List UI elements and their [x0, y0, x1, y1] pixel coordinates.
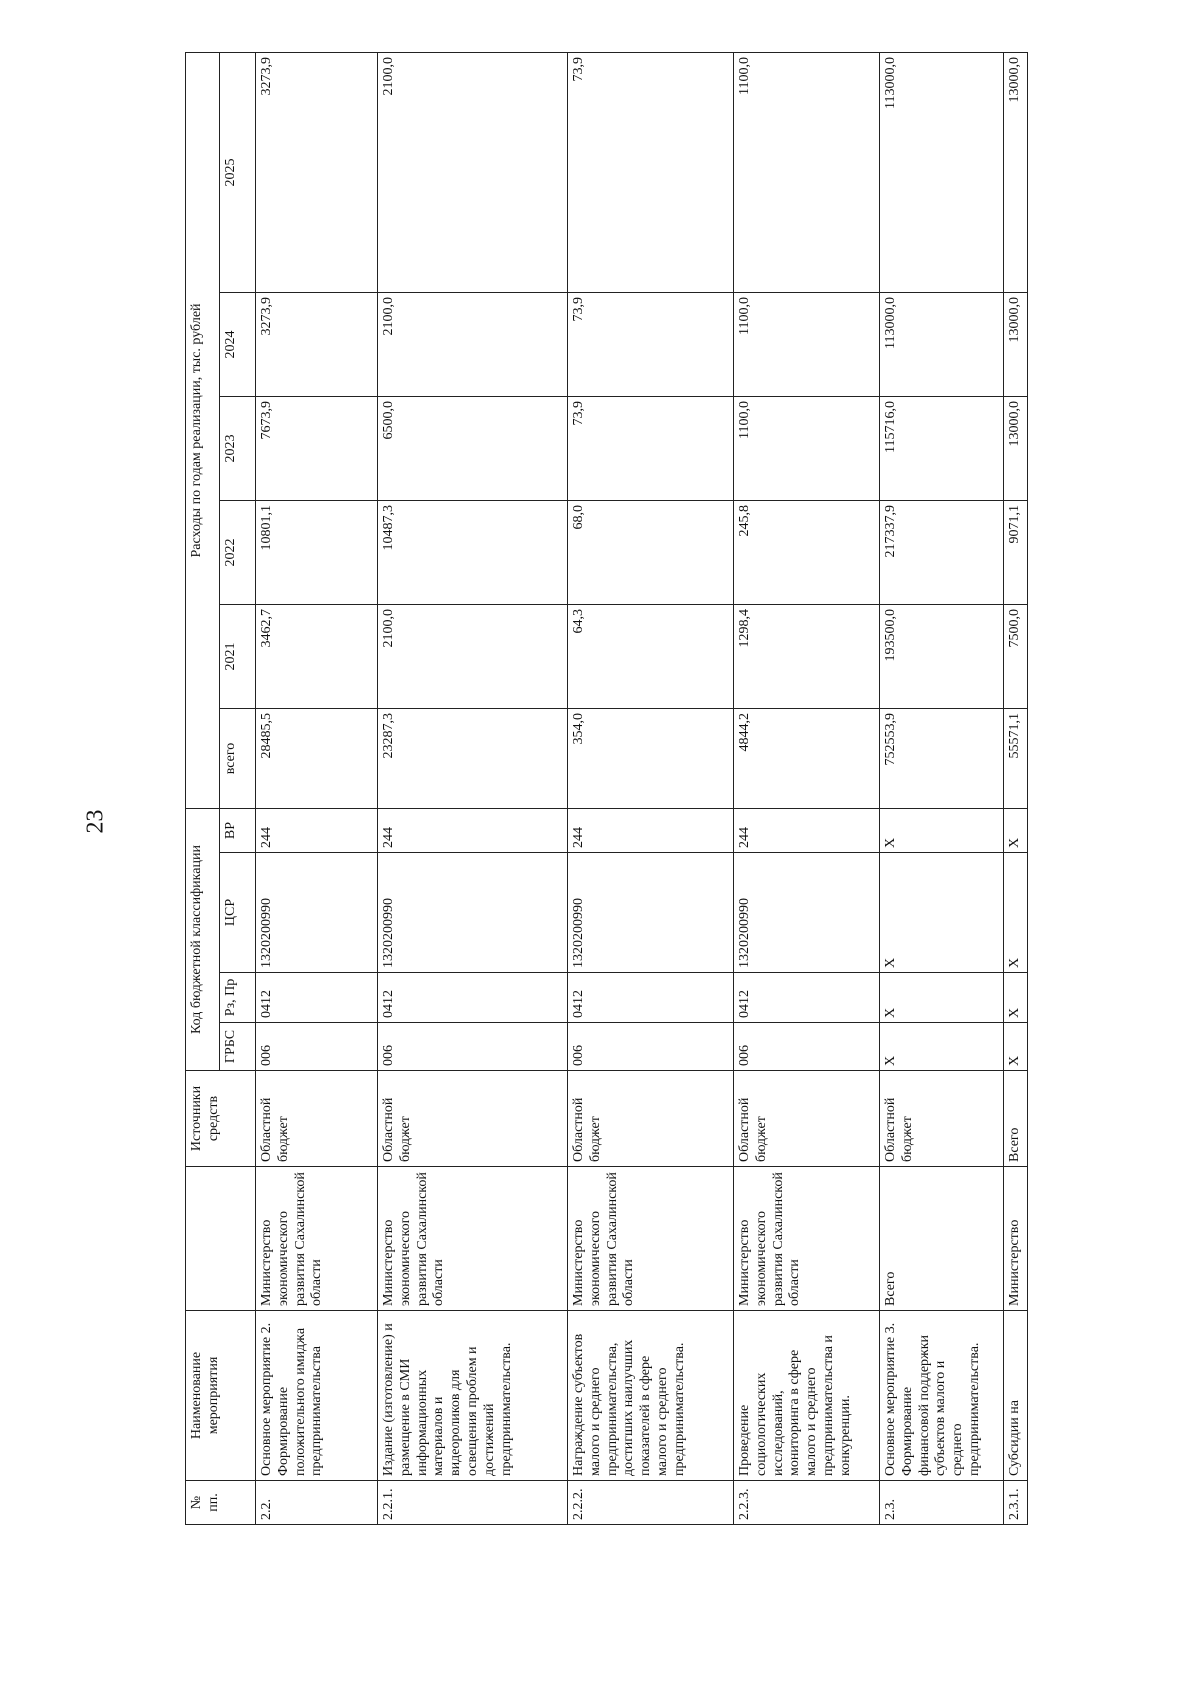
page-number: 23 — [82, 809, 109, 834]
cell-2022: 10487,3 — [378, 501, 568, 605]
header-rzpr: Рз, Пр — [220, 973, 256, 1023]
cell-2023: 6500,0 — [378, 397, 568, 501]
cell-source: Областной бюджет — [880, 1071, 1004, 1167]
cell-source: Всего — [1004, 1071, 1028, 1167]
cell-2023: 13000,0 — [1004, 397, 1028, 501]
cell-num: 2.2.3. — [734, 1481, 880, 1525]
header-total: всего — [220, 709, 256, 809]
cell-2025: 13000,0 — [1004, 53, 1028, 293]
cell-rzpr: 0412 — [568, 973, 734, 1023]
table-row — [568, 53, 734, 1525]
cell-source: Областной бюджет — [378, 1071, 568, 1167]
cell-executor: Министерство экономического развития Сахалинской области — [256, 1167, 378, 1311]
cell-2021: 64,3 — [568, 605, 734, 709]
rotated-table-container — [185, 52, 1028, 1525]
table-row — [256, 53, 378, 1525]
header-expenses-group: Расходы по годам реализации, тыс. рублей — [186, 53, 220, 809]
cell-2021: 193500,0 — [880, 605, 1004, 709]
header-2025: 2025 — [220, 53, 256, 293]
cell-2024: 73,9 — [568, 293, 734, 397]
cell-num: 2.3. — [880, 1481, 1004, 1525]
header-csr: ЦСР — [220, 853, 256, 973]
header-2022: 2022 — [220, 501, 256, 605]
cell-csr: 1320200990 — [568, 853, 734, 973]
header-executor — [186, 1167, 256, 1311]
cell-2022: 217337,9 — [880, 501, 1004, 605]
cell-2022: 245,8 — [734, 501, 880, 605]
header-2021: 2021 — [220, 605, 256, 709]
cell-grbs: 006 — [734, 1023, 880, 1071]
header-name: Наименование мероприятия — [186, 1311, 256, 1481]
cell-2023: 73,9 — [568, 397, 734, 501]
cell-total: 752553,9 — [880, 709, 1004, 809]
cell-name: Основное мероприятие 3. Формирование финансовой поддержки субъектов малого и среднего предпринимательства. — [880, 1311, 1004, 1481]
cell-rzpr: 0412 — [256, 973, 378, 1023]
cell-vr: Х — [880, 809, 1004, 853]
cell-2025: 113000,0 — [880, 53, 1004, 293]
cell-num: 2.2.2. — [568, 1481, 734, 1525]
cell-grbs: 006 — [568, 1023, 734, 1071]
cell-2024: 13000,0 — [1004, 293, 1028, 397]
cell-vr: 244 — [256, 809, 378, 853]
header-2023: 2023 — [220, 397, 256, 501]
cell-rzpr: 0412 — [378, 973, 568, 1023]
cell-2021: 7500,0 — [1004, 605, 1028, 709]
cell-csr: 1320200990 — [734, 853, 880, 973]
cell-source: Областной бюджет — [256, 1071, 378, 1167]
cell-2022: 10801,1 — [256, 501, 378, 605]
cell-total: 28485,5 — [256, 709, 378, 809]
cell-executor: Министерство экономического развития Сахалинской области — [568, 1167, 734, 1311]
table-row — [880, 53, 1004, 1525]
cell-vr: Х — [1004, 809, 1028, 853]
cell-vr: 244 — [568, 809, 734, 853]
cell-num: 2.3.1. — [1004, 1481, 1028, 1525]
cell-2025: 1100,0 — [734, 53, 880, 293]
cell-2025: 2100,0 — [378, 53, 568, 293]
cell-2024: 1100,0 — [734, 293, 880, 397]
cell-vr: 244 — [734, 809, 880, 853]
cell-name: Основное мероприятие 2. Формирование положительного имиджа предпринимательства — [256, 1311, 378, 1481]
table-row — [378, 53, 568, 1525]
cell-total: 4844,2 — [734, 709, 880, 809]
cell-source: Областной бюджет — [568, 1071, 734, 1167]
cell-2024: 2100,0 — [378, 293, 568, 397]
header-code-group: Код бюджетной классификации — [186, 809, 220, 1071]
cell-total: 23287,3 — [378, 709, 568, 809]
budget-table — [185, 52, 1028, 1525]
cell-executor: Министерство экономического развития Сахалинской области — [734, 1167, 880, 1311]
cell-total: 55571,1 — [1004, 709, 1028, 809]
cell-grbs: 006 — [378, 1023, 568, 1071]
cell-2024: 3273,9 — [256, 293, 378, 397]
cell-num: 2.2.1. — [378, 1481, 568, 1525]
cell-2023: 1100,0 — [734, 397, 880, 501]
cell-num: 2.2. — [256, 1481, 378, 1525]
cell-rzpr: Х — [880, 973, 1004, 1023]
table-row — [1004, 53, 1028, 1525]
cell-csr: Х — [880, 853, 1004, 973]
cell-rzpr: Х — [1004, 973, 1028, 1023]
cell-2025: 73,9 — [568, 53, 734, 293]
cell-grbs: Х — [1004, 1023, 1028, 1071]
cell-grbs: Х — [880, 1023, 1004, 1071]
cell-2022: 9071,1 — [1004, 501, 1028, 605]
header-2024: 2024 — [220, 293, 256, 397]
cell-name: Издание (изготовление) и размещение в СМИ информационных материалов и видеороликов для освещения проблем и достижений предпринимательства. — [378, 1311, 568, 1481]
header-source: Источники средств — [186, 1071, 256, 1167]
cell-name: Субсидии на — [1004, 1311, 1028, 1481]
cell-vr: 244 — [378, 809, 568, 853]
table-row — [734, 53, 880, 1525]
cell-grbs: 006 — [256, 1023, 378, 1071]
cell-executor: Всего — [880, 1167, 1004, 1311]
cell-csr: 1320200990 — [378, 853, 568, 973]
cell-csr: 1320200990 — [256, 853, 378, 973]
header-grbs: ГРБС — [220, 1023, 256, 1071]
cell-name: Награждение субъектов малого и среднего предпринимательства, достигших наилучших показателей в сфере малого и среднего предпринимательства. — [568, 1311, 734, 1481]
table-header-row-1 — [186, 53, 220, 1525]
cell-csr: Х — [1004, 853, 1028, 973]
cell-2022: 68,0 — [568, 501, 734, 605]
cell-2021: 1298,4 — [734, 605, 880, 709]
cell-source: Областной бюджет — [734, 1071, 880, 1167]
cell-2023: 7673,9 — [256, 397, 378, 501]
cell-name: Проведение социологических исследований, мониторинга в сфере малого и среднего предпринимательства и конкуренции. — [734, 1311, 880, 1481]
cell-2024: 113000,0 — [880, 293, 1004, 397]
cell-rzpr: 0412 — [734, 973, 880, 1023]
header-vr: ВР — [220, 809, 256, 853]
header-num: № пп. — [186, 1481, 256, 1525]
cell-2023: 115716,0 — [880, 397, 1004, 501]
cell-2025: 3273,9 — [256, 53, 378, 293]
cell-2021: 3462,7 — [256, 605, 378, 709]
cell-total: 354,0 — [568, 709, 734, 809]
cell-executor: Министерство — [1004, 1167, 1028, 1311]
cell-2021: 2100,0 — [378, 605, 568, 709]
cell-executor: Министерство экономического развития Сахалинской области — [378, 1167, 568, 1311]
